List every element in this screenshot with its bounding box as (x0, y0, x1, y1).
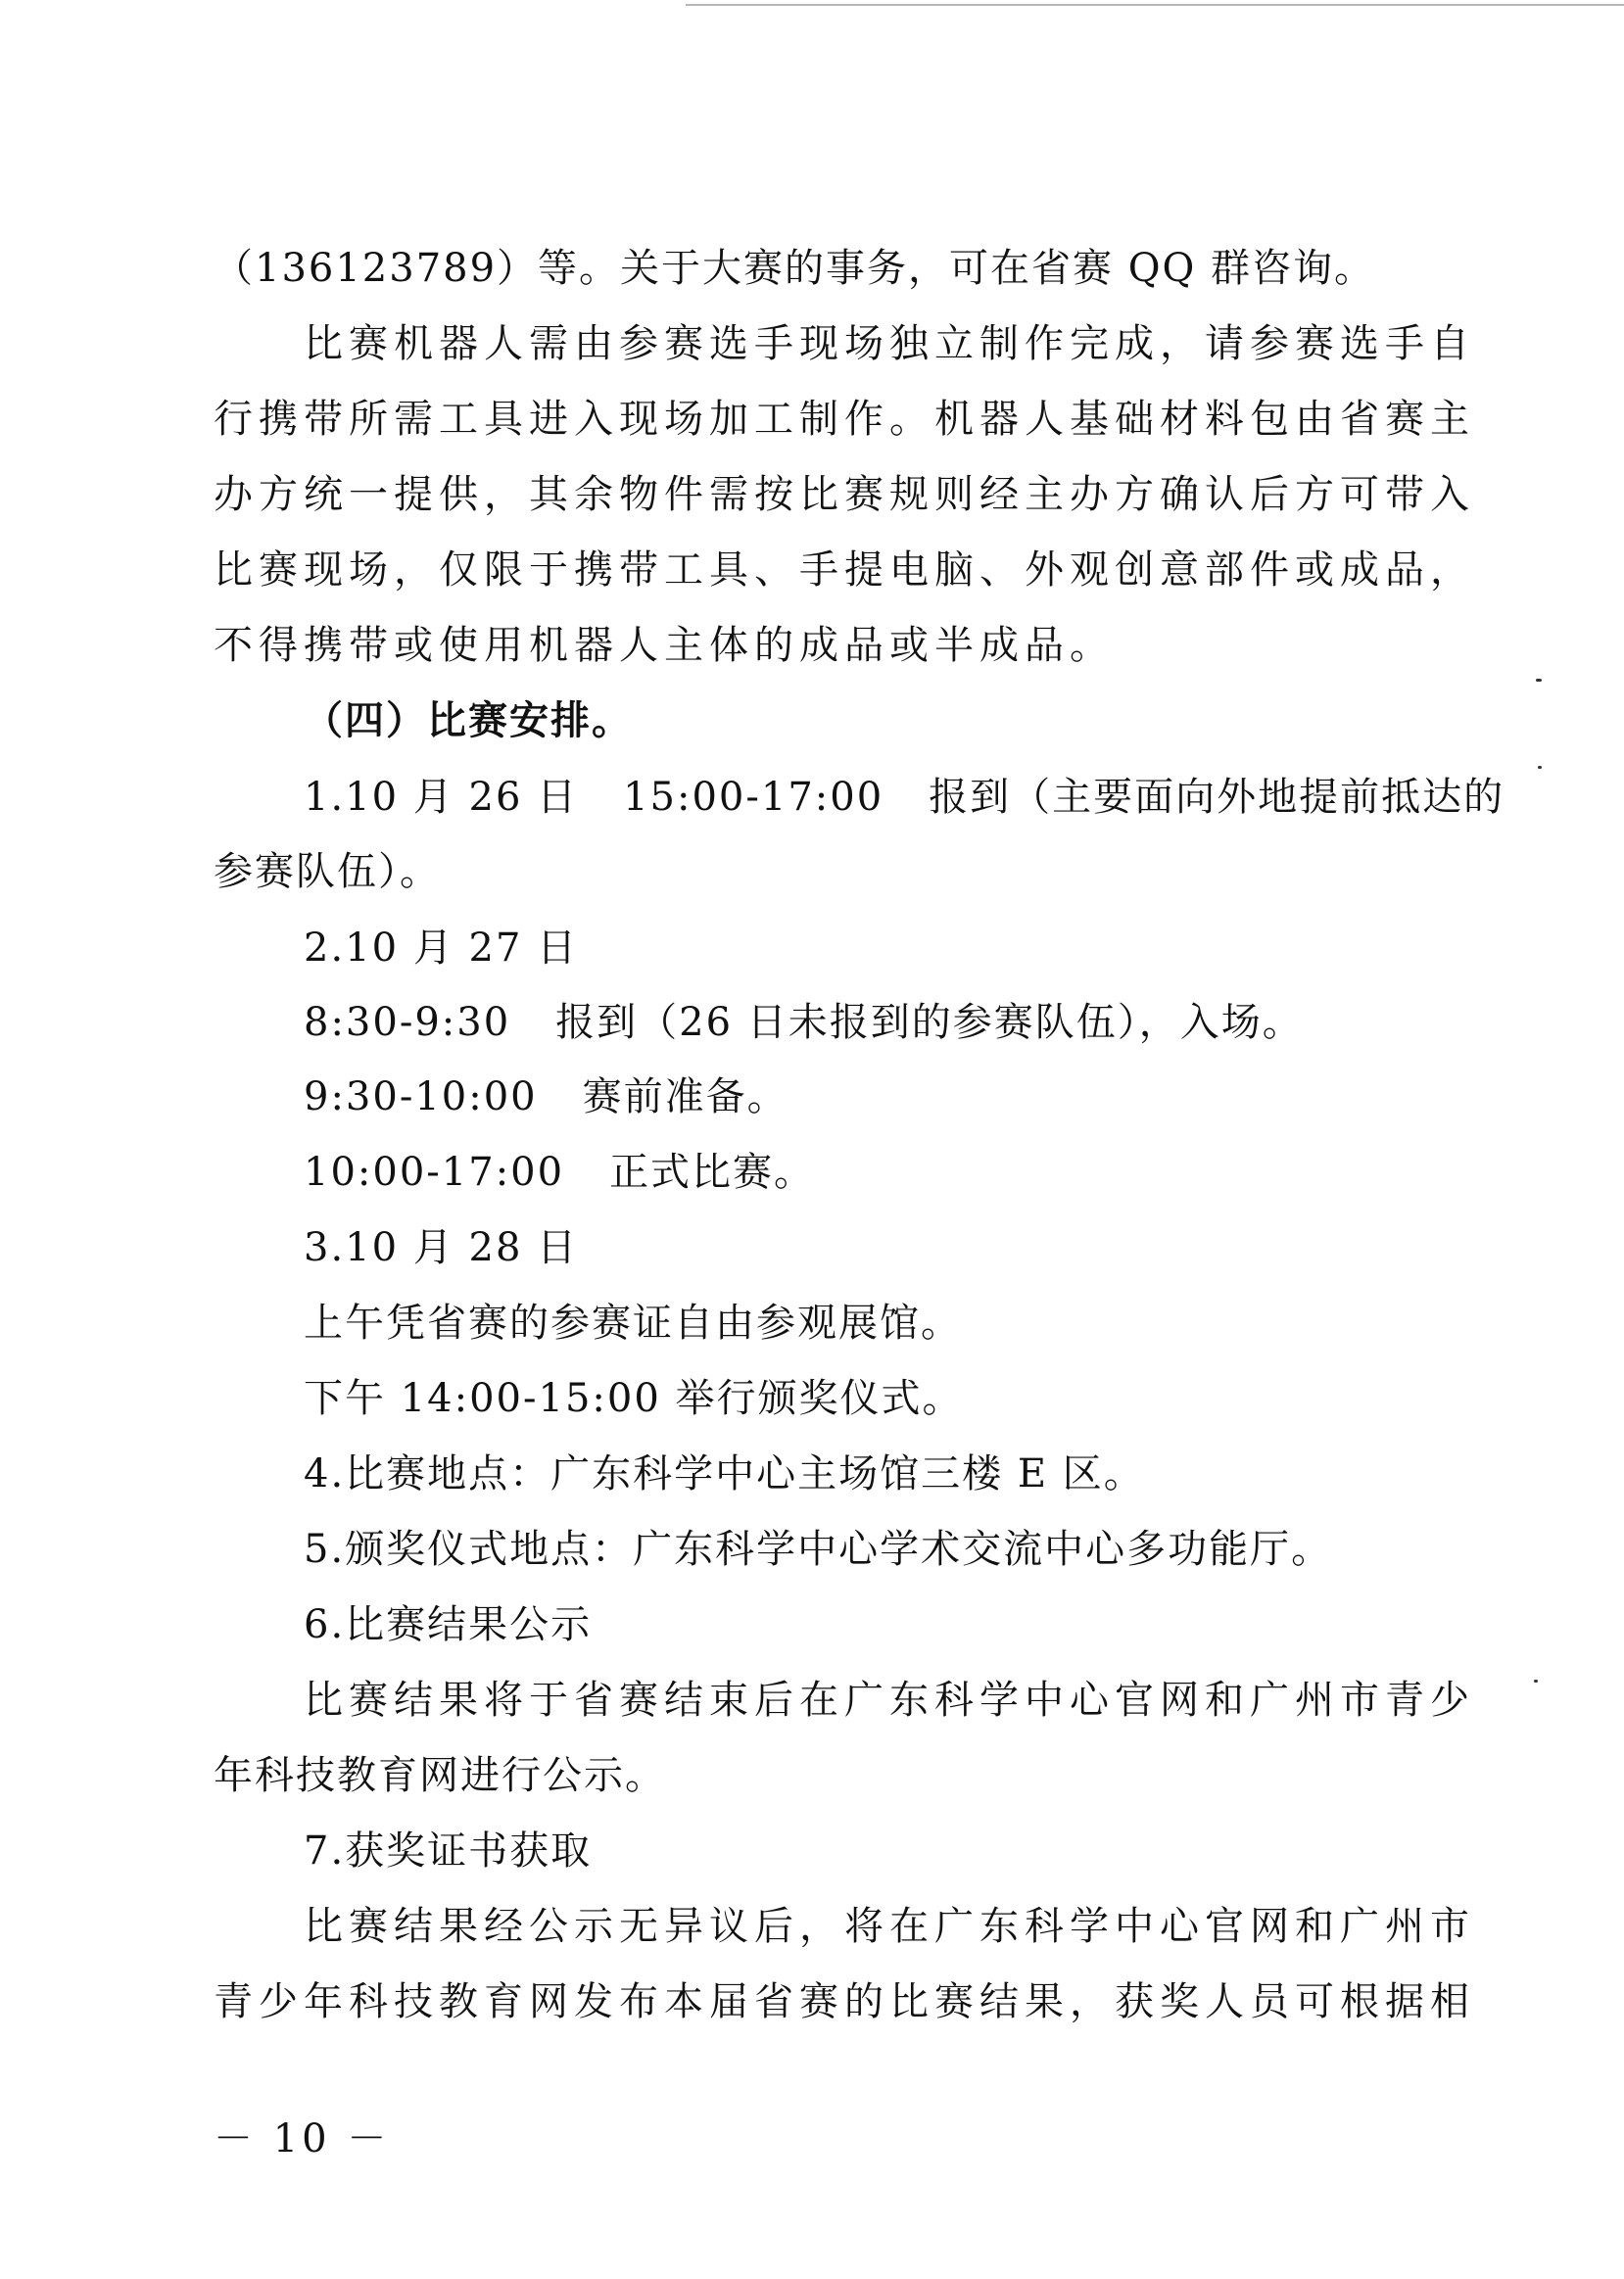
text-line: 比赛现场，仅限于携带工具、手提电脑、外观创意部件或成品， (214, 547, 1475, 593)
page-number: － 10 － (214, 2116, 391, 2161)
schedule-date: 1.10 月 26 日 (304, 775, 579, 820)
text-line: 比赛结果将于省赛结束后在广东科学中心官网和广州市青少 (304, 1678, 1475, 1723)
text-line: 青少年科技教育网发布本届省赛的比赛结果，获奖人员可根据相 (214, 1979, 1475, 2024)
text-line: 6.比赛结果公示 (304, 1602, 593, 1647)
schedule-line (304, 1147, 815, 1198)
text-line: 上午凭省赛的参赛证自由参观展馆。 (304, 1301, 962, 1346)
schedule-time: 8:30-9:30 (304, 1000, 511, 1045)
text-line: 比赛机器人需由参赛选手现场独立制作完成，请参赛选手自 (304, 321, 1475, 366)
text-line: 5.颁奖仪式地点：广东科学中心学术交流中心多功能厅。 (304, 1527, 1333, 1572)
schedule-desc: 赛前准备。 (582, 1074, 788, 1119)
schedule-line (304, 772, 1505, 823)
text-line: 办方统一提供，其余物件需按比赛规则经主办方确认后方可带入 (214, 472, 1475, 517)
schedule-desc: 报到（主要面向外地提前抵达的 (929, 775, 1505, 820)
text-line: 年科技教育网进行公示。 (214, 1753, 666, 1798)
scan-speck (1538, 766, 1542, 769)
schedule-time: 9:30-10:00 (304, 1074, 538, 1119)
schedule-line (304, 1071, 788, 1122)
text-line: （136123789）等。关于大赛的事务，可在省赛 QQ 群咨询。 (214, 246, 1376, 291)
text-line: 参赛队伍）。 (214, 849, 441, 894)
scan-speck (1534, 1680, 1538, 1683)
text-line: 比赛结果经公示无异议后，将在广东科学中心官网和广州市 (304, 1904, 1475, 1949)
text-line: 行携带所需工具进入现场加工制作。机器人基础材料包由省赛主 (214, 397, 1475, 442)
schedule-time: 15:00-17:00 (623, 775, 884, 820)
section-heading: （四）比赛安排。 (304, 697, 633, 743)
schedule-date: 2.10 月 27 日 (304, 926, 579, 971)
text-line: 4.比赛地点：广东科学中心主场馆三楼 E 区。 (304, 1451, 1145, 1496)
scan-speck (1536, 679, 1542, 682)
text-line: 不得携带或使用机器人主体的成品或半成品。 (214, 623, 1115, 668)
schedule-line (304, 997, 1304, 1048)
scan-edge-line (686, 4, 1624, 6)
schedule-time: 10:00-17:00 (304, 1150, 565, 1195)
text-line: 7.获奖证书获取 (304, 1828, 593, 1874)
text-line: 下午 14:00-15:00 举行颁奖仪式。 (304, 1376, 964, 1421)
schedule-desc: 正式比赛。 (609, 1150, 816, 1195)
schedule-date: 3.10 月 28 日 (304, 1225, 579, 1270)
schedule-desc: 报到（26 日未报到的参赛队伍），入场。 (555, 1000, 1304, 1045)
